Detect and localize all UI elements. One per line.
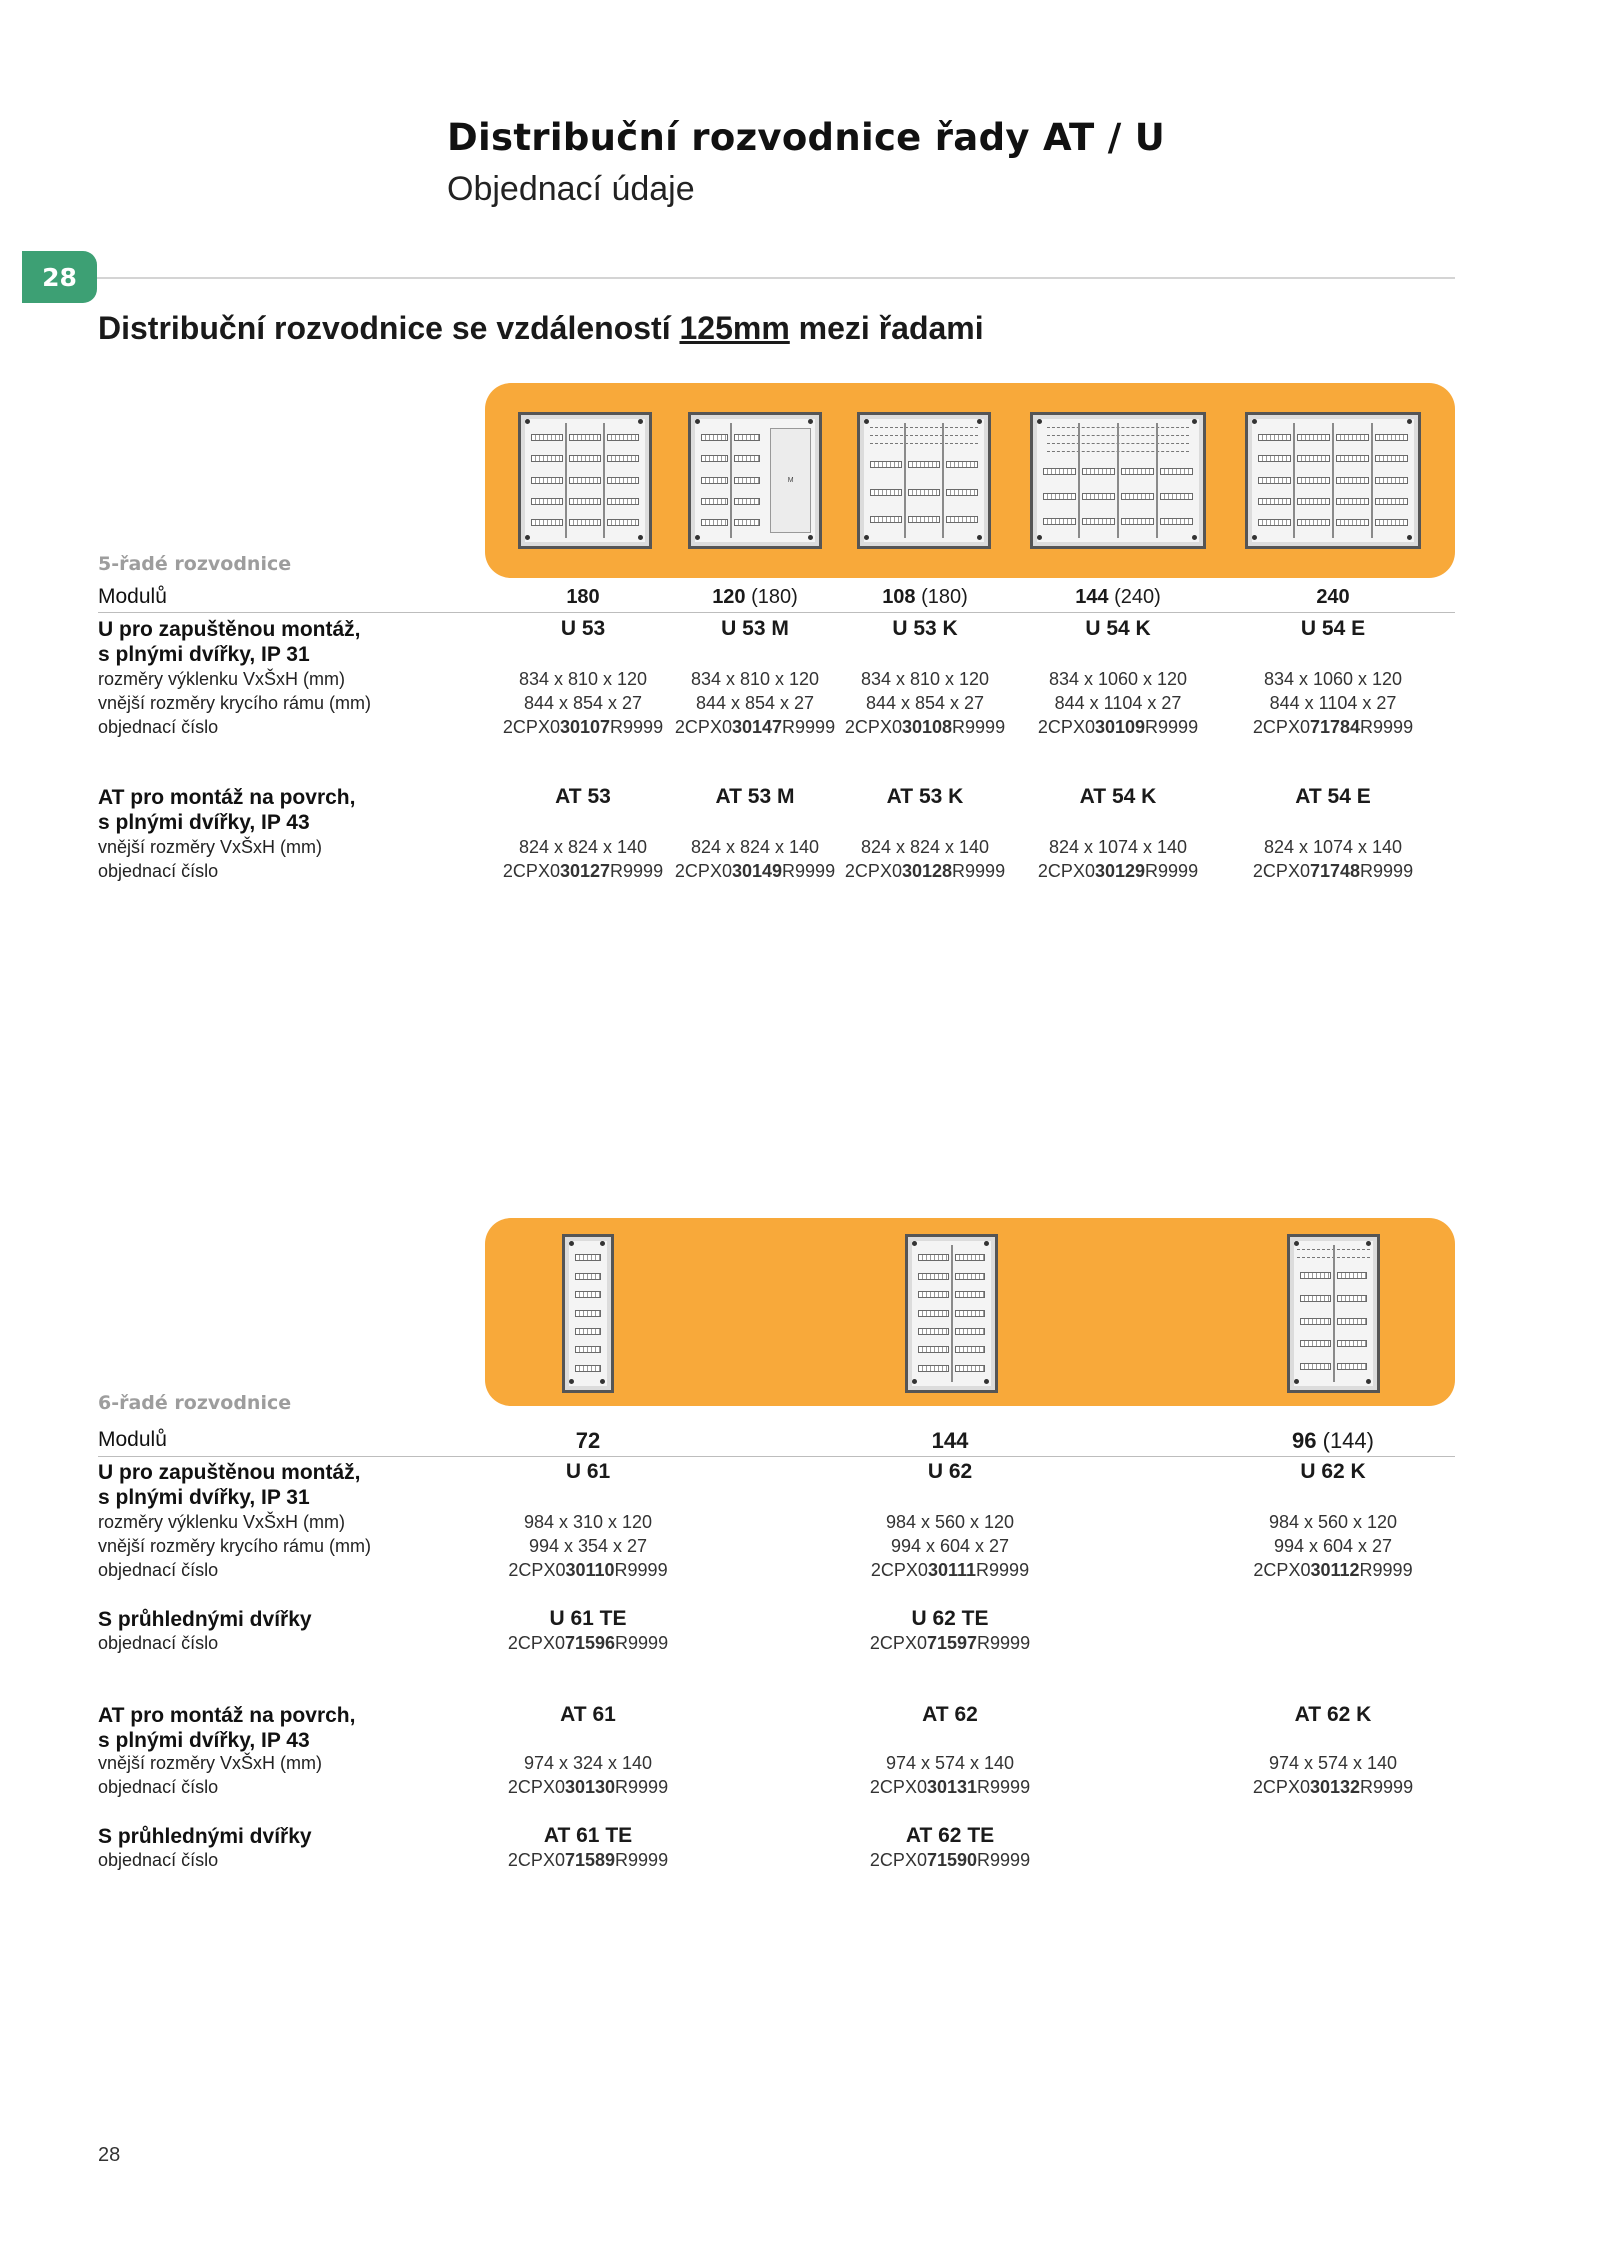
order-number: 2CPX071589R9999	[507, 1850, 669, 1870]
outer-dims-label: vnější rozměry VxŠxH (mm)	[98, 1753, 323, 1773]
order-number: 2CPX030127R9999	[502, 861, 664, 881]
order-number: 2CPX071784R9999	[1252, 717, 1414, 737]
din-rail-row	[1336, 477, 1369, 484]
product-code: AT 62 K	[1294, 1703, 1372, 1726]
order-number: 2CPX030132R9999	[1252, 1777, 1414, 1797]
screw-icon	[1294, 1241, 1299, 1246]
dimension-value: 824 x 824 x 140	[690, 837, 820, 857]
dimension-value: 984 x 560 x 120	[1268, 1512, 1398, 1532]
din-rail-row	[946, 461, 978, 468]
column-divider	[1117, 423, 1119, 538]
screw-icon	[1192, 535, 1197, 540]
order-number: 2CPX071597R9999	[869, 1633, 1031, 1653]
frame-dims-label: vnější rozměry krycího rámu (mm)	[98, 693, 372, 713]
cover-line	[870, 427, 978, 428]
din-rail-row	[1043, 518, 1076, 525]
order-number: 2CPX030129R9999	[1037, 861, 1199, 881]
section-heading	[98, 310, 984, 347]
modules-value: 240	[1316, 586, 1350, 608]
screw-icon	[525, 535, 530, 540]
din-rail-row	[955, 1254, 986, 1261]
din-rail-row	[734, 498, 761, 505]
modules-value: 72	[575, 1428, 601, 1453]
screw-icon	[600, 1379, 605, 1384]
product-code: U 53	[560, 617, 606, 640]
product-code: AT 54 K	[1079, 785, 1157, 808]
din-rail-row	[1337, 1363, 1368, 1370]
order-number-label: objednací číslo	[98, 1850, 219, 1870]
order-number: 2CPX030111R9999	[870, 1560, 1030, 1580]
screw-icon	[984, 1379, 989, 1384]
din-rail-row	[1375, 455, 1408, 462]
column-divider	[1293, 423, 1295, 538]
screw-icon	[912, 1241, 917, 1246]
din-rail-row	[1258, 519, 1291, 526]
screw-icon	[569, 1379, 574, 1384]
order-number-label: objednací číslo	[98, 1633, 219, 1653]
din-rail-row	[955, 1365, 986, 1372]
product-code: AT 62 TE	[905, 1824, 995, 1847]
din-rail-row	[701, 498, 728, 505]
din-rail-row	[955, 1328, 986, 1335]
din-rail-row	[955, 1273, 986, 1280]
product-code: AT 53	[555, 785, 611, 808]
din-rail-row	[918, 1346, 949, 1353]
din-rail-row	[1297, 434, 1330, 441]
page-subtitle: Objednací údaje	[447, 170, 695, 208]
niche-dims-label: rozměry výklenku VxŠxH (mm)	[98, 1512, 346, 1532]
din-rail-row	[1297, 498, 1330, 505]
din-rail-row	[870, 516, 902, 523]
column-divider	[1333, 1245, 1335, 1382]
dimension-value: 994 x 604 x 27	[1273, 1536, 1393, 1556]
section-heading-distance: 125mm	[679, 310, 790, 346]
order-number: 2CPX030109R9999	[1037, 717, 1199, 737]
dimension-value: 834 x 1060 x 120	[1263, 669, 1403, 689]
dimension-value: 984 x 310 x 120	[523, 1512, 653, 1532]
din-rail-row	[1336, 519, 1369, 526]
frame-dims-label: vnější rozměry krycího rámu (mm)	[98, 1536, 372, 1556]
din-rail-row	[575, 1328, 601, 1335]
meter-panel: M	[770, 428, 811, 533]
dimension-value: 844 x 854 x 27	[523, 693, 643, 713]
din-rail-row	[734, 455, 761, 462]
modules-value: 108 (180)	[882, 586, 968, 608]
din-rail-row	[734, 477, 761, 484]
cabinet-u53-icon	[518, 412, 652, 549]
din-rail-row	[734, 434, 761, 441]
din-rail-row	[1375, 519, 1408, 526]
page-title: Distribuční rozvodnice řady AT / U	[447, 116, 1166, 159]
dimension-value: 834 x 810 x 120	[518, 669, 648, 689]
din-rail-row	[1121, 468, 1154, 475]
din-rail-row	[607, 434, 639, 441]
dimension-value: 984 x 560 x 120	[885, 1512, 1015, 1532]
column-divider	[603, 423, 605, 538]
screw-icon	[695, 535, 700, 540]
din-rail-row	[1258, 434, 1291, 441]
din-rail-row	[1258, 477, 1291, 484]
din-rail-row	[1160, 493, 1193, 500]
group-label-6row: 6-řadé rozvodnice	[98, 1392, 292, 1414]
din-rail-row	[870, 461, 902, 468]
din-rail-row	[1375, 434, 1408, 441]
product-code: U 62	[927, 1460, 973, 1483]
dimension-value: 844 x 854 x 27	[695, 693, 815, 713]
order-number-label: objednací číslo	[98, 1777, 219, 1797]
cabinet-u53k-icon	[857, 412, 991, 549]
dimension-value: 834 x 810 x 120	[690, 669, 820, 689]
din-rail-row	[701, 477, 728, 484]
din-rail-row	[569, 477, 601, 484]
din-rail-row	[918, 1291, 949, 1298]
column-divider	[1371, 423, 1373, 538]
table-divider	[98, 1456, 1455, 1457]
din-rail-row	[1375, 477, 1408, 484]
order-number: 2CPX030110R9999	[508, 1560, 668, 1580]
din-rail-row	[918, 1310, 949, 1317]
din-rail-row	[1337, 1340, 1368, 1347]
at-te-title: S průhlednými dvířky	[98, 1825, 312, 1848]
modules-value: 120 (180)	[712, 586, 798, 608]
screw-icon	[1407, 419, 1412, 424]
column-divider	[942, 423, 944, 538]
product-code: AT 54 E	[1295, 785, 1371, 808]
din-rail-row	[531, 498, 563, 505]
product-code: U 61	[565, 1460, 611, 1483]
screw-icon	[1037, 419, 1042, 424]
screw-icon	[1252, 535, 1257, 540]
din-rail-row	[1297, 455, 1330, 462]
din-rail-row	[918, 1273, 949, 1280]
product-code: U 62 TE	[911, 1607, 989, 1630]
cabinet-u62-icon	[905, 1234, 998, 1393]
table-divider	[98, 612, 1455, 613]
din-rail-row	[955, 1310, 986, 1317]
din-rail-row	[1297, 477, 1330, 484]
dimension-value: 824 x 1074 x 140	[1048, 837, 1188, 857]
dimension-value: 844 x 854 x 27	[865, 693, 985, 713]
din-rail-row	[1337, 1318, 1368, 1325]
screw-icon	[600, 1241, 605, 1246]
screw-icon	[808, 419, 813, 424]
outer-dims-label: vnější rozměry VxŠxH (mm)	[98, 837, 323, 857]
din-rail-row	[1300, 1363, 1331, 1370]
page-tab: 28	[22, 251, 97, 303]
cabinet-u61-icon	[562, 1234, 614, 1393]
screw-icon	[1037, 535, 1042, 540]
product-code: AT 53 M	[715, 785, 795, 808]
din-rail-row	[908, 461, 940, 468]
column-divider	[1332, 423, 1334, 538]
din-rail-row	[1336, 434, 1369, 441]
product-code: AT 53 K	[886, 785, 964, 808]
screw-icon	[808, 535, 813, 540]
u-te-title: S průhlednými dvířky	[98, 1608, 312, 1631]
u-series-title: U pro zapuštěnou montáž, s plnými dvířky, IP 31	[98, 618, 361, 666]
modules-value: 180	[566, 586, 600, 608]
product-code: U 53 M	[721, 617, 789, 640]
screw-icon	[977, 419, 982, 424]
product-code: U 62 K	[1300, 1460, 1366, 1483]
din-rail-row	[531, 455, 563, 462]
product-code: AT 62	[922, 1703, 978, 1726]
screw-icon	[1252, 419, 1257, 424]
din-rail-row	[1082, 518, 1115, 525]
order-number: 2CPX071748R9999	[1252, 861, 1414, 881]
din-rail-row	[575, 1365, 601, 1372]
din-rail-row	[918, 1328, 949, 1335]
order-number: 2CPX030107R9999	[502, 717, 664, 737]
modules-label: Modulů	[98, 585, 167, 608]
dimension-value: 834 x 810 x 120	[860, 669, 990, 689]
order-number: 2CPX030112R9999	[1253, 1560, 1413, 1580]
order-number-label: objednací číslo	[98, 1560, 219, 1580]
din-rail-row	[908, 489, 940, 496]
din-rail-row	[918, 1254, 949, 1261]
order-number: 2CPX030130R9999	[507, 1777, 669, 1797]
din-rail-row	[1300, 1340, 1331, 1347]
product-code: U 61 TE	[549, 1607, 627, 1630]
din-rail-row	[1337, 1295, 1368, 1302]
dimension-value: 974 x 574 x 140	[885, 1753, 1015, 1773]
niche-dims-label: rozměry výklenku VxŠxH (mm)	[98, 669, 346, 689]
column-divider	[1156, 423, 1158, 538]
screw-icon	[638, 535, 643, 540]
screw-icon	[1407, 535, 1412, 540]
cabinet-u53m-icon	[688, 412, 822, 549]
din-rail-row	[701, 434, 728, 441]
order-number: 2CPX030149R9999	[674, 861, 836, 881]
product-code: AT 61 TE	[543, 1824, 633, 1847]
din-rail-row	[701, 519, 728, 526]
dimension-value: 824 x 824 x 140	[518, 837, 648, 857]
screw-icon	[912, 1379, 917, 1384]
din-rail-row	[1375, 498, 1408, 505]
din-rail-row	[1300, 1272, 1331, 1279]
cover-line	[870, 435, 978, 436]
din-rail-row	[1300, 1295, 1331, 1302]
screw-icon	[525, 419, 530, 424]
order-number: 2CPX030131R9999	[869, 1777, 1031, 1797]
screw-icon	[1192, 419, 1197, 424]
din-rail-row	[569, 434, 601, 441]
dimension-value: 824 x 824 x 140	[860, 837, 990, 857]
din-rail-row	[575, 1254, 601, 1261]
order-number: 2CPX071596R9999	[507, 1633, 669, 1653]
din-rail-row	[569, 519, 601, 526]
order-number-label: objednací číslo	[98, 717, 219, 737]
din-rail-row	[607, 498, 639, 505]
screw-icon	[984, 1241, 989, 1246]
din-rail-row	[607, 455, 639, 462]
din-rail-row	[575, 1346, 601, 1353]
din-rail-row	[955, 1291, 986, 1298]
cabinet-u54k-icon	[1030, 412, 1206, 549]
group-label-5row: 5-řadé rozvodnice	[98, 553, 292, 575]
screw-icon	[977, 535, 982, 540]
product-code: U 54 E	[1300, 617, 1366, 640]
screw-icon	[1294, 1379, 1299, 1384]
din-rail-row	[1300, 1318, 1331, 1325]
column-divider	[565, 423, 567, 538]
order-number: 2CPX030128R9999	[844, 861, 1006, 881]
dimension-value: 824 x 1074 x 140	[1263, 837, 1403, 857]
din-rail-row	[701, 455, 728, 462]
dimension-value: 994 x 354 x 27	[528, 1536, 648, 1556]
product-code: U 53 K	[892, 617, 958, 640]
din-rail-row	[1043, 468, 1076, 475]
din-rail-row	[1336, 455, 1369, 462]
screw-icon	[864, 419, 869, 424]
din-rail-row	[575, 1291, 601, 1298]
din-rail-row	[1160, 468, 1193, 475]
section-heading-pre: Distribuční rozvodnice se vzdáleností	[98, 310, 680, 346]
screw-icon	[864, 535, 869, 540]
din-rail-row	[1337, 1272, 1368, 1279]
product-code: AT 61	[560, 1703, 616, 1726]
order-number: 2CPX071590R9999	[869, 1850, 1031, 1870]
din-rail-row	[1258, 498, 1291, 505]
cabinet-u54e-icon	[1245, 412, 1421, 549]
modules-label: Modulů	[98, 1428, 167, 1451]
screw-icon	[1366, 1379, 1371, 1384]
column-divider	[951, 1245, 953, 1382]
dimension-value: 974 x 324 x 140	[523, 1753, 653, 1773]
header-divider	[97, 277, 1455, 279]
product-code: U 54 K	[1085, 617, 1151, 640]
screw-icon	[1366, 1241, 1371, 1246]
dimension-value: 834 x 1060 x 120	[1048, 669, 1188, 689]
din-rail-row	[1121, 518, 1154, 525]
din-rail-row	[531, 519, 563, 526]
section-heading-post: mezi řadami	[789, 310, 984, 346]
u-series-title: U pro zapuštěnou montáž, s plnými dvířky, IP 31	[98, 1461, 361, 1509]
din-rail-row	[918, 1365, 949, 1372]
din-rail-row	[1082, 468, 1115, 475]
cabinet-u62k-icon	[1287, 1234, 1380, 1393]
screw-icon	[695, 419, 700, 424]
din-rail-row	[1160, 518, 1193, 525]
din-rail-row	[1336, 498, 1369, 505]
din-rail-row	[531, 434, 563, 441]
din-rail-row	[1043, 493, 1076, 500]
din-rail-row	[1121, 493, 1154, 500]
din-rail-row	[946, 516, 978, 523]
din-rail-row	[1082, 493, 1115, 500]
column-divider	[1078, 423, 1080, 538]
screw-icon	[638, 419, 643, 424]
modules-value: 96 (144)	[1292, 1428, 1374, 1453]
at-series-title: AT pro montáž na povrch, s plnými dvířky, IP 43	[98, 1704, 356, 1752]
din-rail-row	[955, 1346, 986, 1353]
dimension-value: 974 x 574 x 140	[1268, 1753, 1398, 1773]
page-number: 28	[98, 2144, 121, 2166]
din-rail-row	[531, 477, 563, 484]
column-divider	[730, 423, 732, 538]
dimension-value: 844 x 1104 x 27	[1269, 693, 1397, 713]
screw-icon	[569, 1241, 574, 1246]
cover-line	[870, 443, 978, 444]
din-rail-row	[575, 1310, 601, 1317]
din-rail-row	[569, 455, 601, 462]
din-rail-row	[1297, 519, 1330, 526]
din-rail-row	[870, 489, 902, 496]
dimension-value: 844 x 1104 x 27	[1054, 693, 1182, 713]
din-rail-row	[569, 498, 601, 505]
dimension-value: 994 x 604 x 27	[890, 1536, 1010, 1556]
din-rail-row	[946, 489, 978, 496]
column-divider	[904, 423, 906, 538]
din-rail-row	[575, 1273, 601, 1280]
order-number: 2CPX030108R9999	[844, 717, 1006, 737]
order-number: 2CPX030147R9999	[674, 717, 836, 737]
at-series-title: AT pro montáž na povrch, s plnými dvířky, IP 43	[98, 786, 356, 834]
din-rail-row	[734, 519, 761, 526]
din-rail-row	[908, 516, 940, 523]
din-rail-row	[607, 519, 639, 526]
din-rail-row	[1258, 455, 1291, 462]
modules-value: 144 (240)	[1075, 586, 1161, 608]
order-number-label: objednací číslo	[98, 861, 219, 881]
modules-value: 144	[931, 1428, 969, 1453]
din-rail-row	[607, 477, 639, 484]
